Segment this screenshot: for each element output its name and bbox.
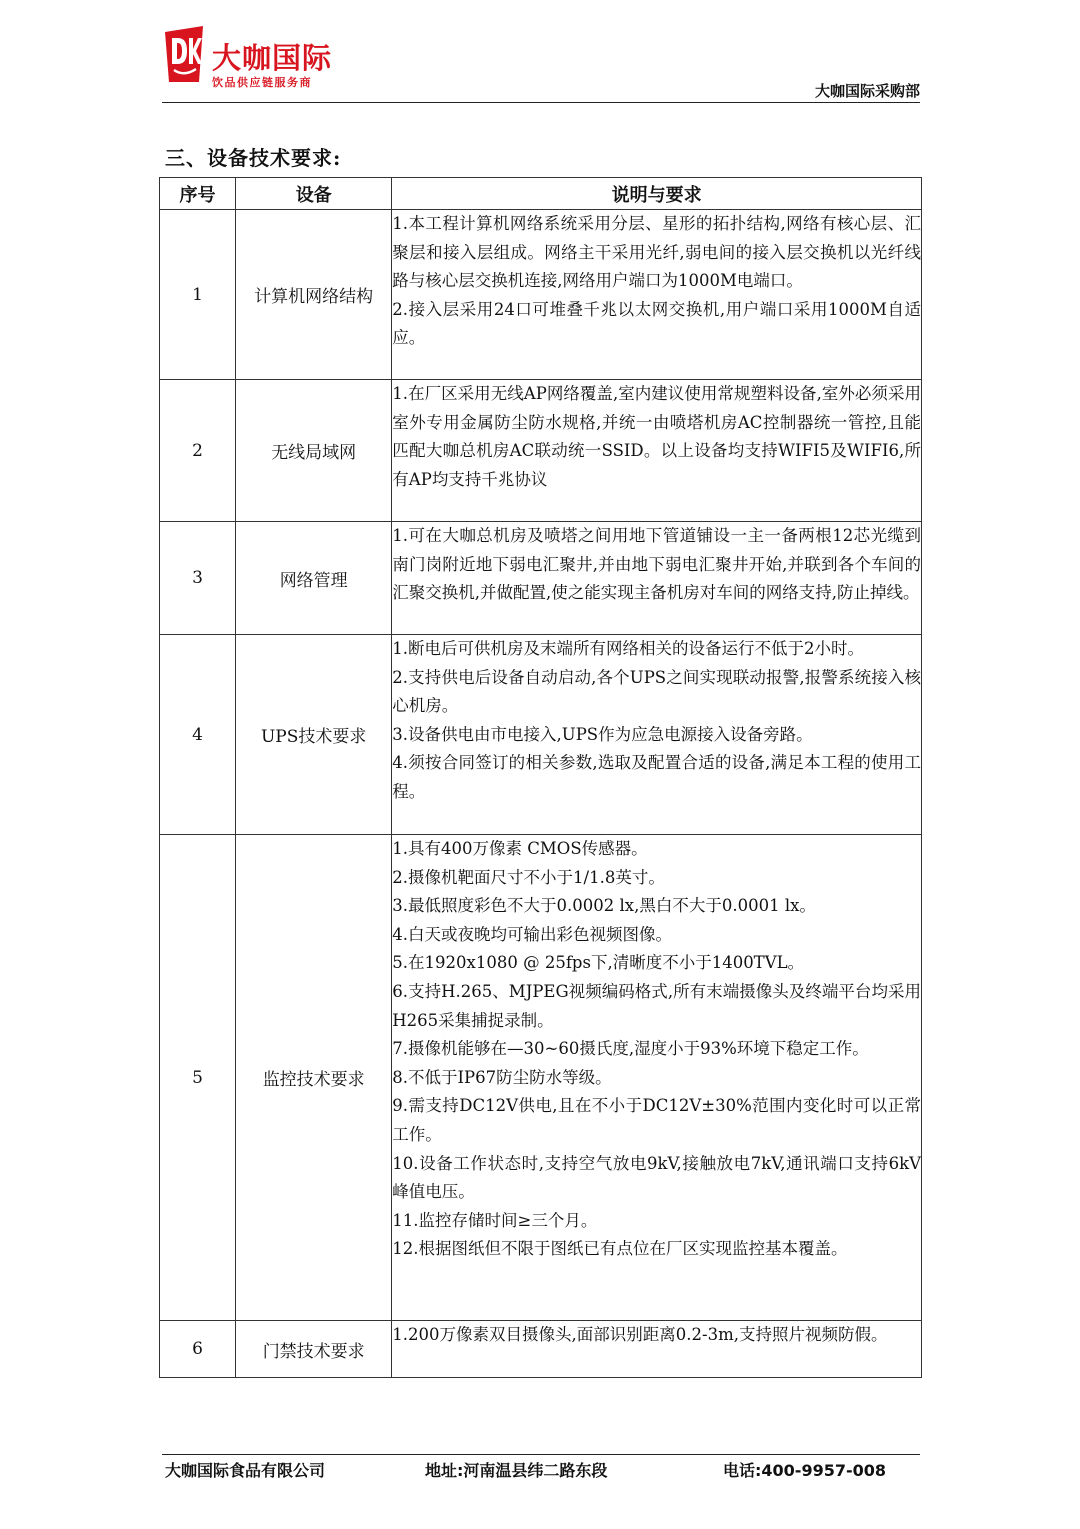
requirement-item: 6.支持H.265、MJPEG视频编码格式,所有末端摄像头及终端平台均采用H265采集捕捉录制。: [392, 981, 921, 1030]
row-requirements: [392, 522, 922, 635]
header-requirements: 说明与要求: [392, 178, 922, 210]
logo-tagline: 饮品供应链服务商: [212, 76, 312, 89]
table-row: [160, 380, 922, 522]
row-requirements: [392, 1321, 922, 1378]
requirement-item: 2.支持供电后设备自动启动,各个UPS之间实现联动报警,报警系统接入核心机房。: [392, 667, 921, 716]
page-header: [162, 22, 920, 104]
requirement-item: 7.摄像机能够在—30~60摄氏度,湿度小于93%环境下稳定工作。: [392, 1039, 869, 1059]
requirement-item: 1.断电后可供机房及末端所有网络相关的设备运行不低于2小时。: [392, 639, 865, 658]
row-requirements: [392, 210, 922, 380]
table-row: [160, 635, 922, 835]
department-label: 大咖国际采购部: [814, 82, 920, 100]
row-requirements: [392, 380, 922, 522]
requirement-item: 2.摄像机靶面尺寸不小于1/1.8英寸。: [392, 867, 665, 887]
row-device: UPS技术要求: [236, 635, 392, 835]
requirement-item: 12.根据图纸但不限于图纸已有点位在厂区实现监控基本覆盖。: [392, 1239, 848, 1259]
row-device: 门禁技术要求: [236, 1321, 392, 1378]
dk-logo-icon: [162, 24, 206, 84]
requirement-item: 1.本工程计算机网络系统采用分层、星形的拓扑结构,网络有核心层、汇聚层和接入层组成。网络主干采用光纤,弱电间的接入层交换机以光纤线路与核心层交换机连接,网络用户端口为1000M电端口。: [392, 214, 921, 291]
table-row: [160, 522, 922, 635]
row-device: 无线局域网: [236, 380, 392, 522]
requirement-item: 9.需支持DC12V供电,且在不小于DC12V±30%范围内变化时可以正常工作。: [392, 1096, 921, 1144]
row-device: 计算机网络结构: [236, 210, 392, 380]
row-number: 4: [160, 635, 236, 835]
requirement-item: 10.设备工作状态时,支持空气放电9kV,接触放电7kV,通讯端口支持6kV峰值电压。: [392, 1153, 921, 1202]
row-number: 2: [160, 380, 236, 522]
company-logo: [162, 22, 362, 92]
footer-address: 地址:河南温县纬二路东段: [425, 1461, 608, 1480]
requirement-item: 1.具有400万像素 CMOS传感器。: [392, 839, 648, 858]
equipment-requirements-table: [159, 177, 922, 1378]
requirement-item: 1.在厂区采用无线AP网络覆盖,室内建议使用常规塑料设备,室外必须采用室外专用金属防尘防水规格,并统一由喷塔机房AC控制器统一管控,且能匹配大咖总机房AC联动统一SSID。以上设备均支持WIFI5及WIFI6,所有AP均支持千兆协议: [392, 384, 921, 489]
table-row: [160, 210, 922, 380]
table-header-row: [160, 178, 922, 210]
requirement-item: 2.接入层采用24口可堆叠千兆以太网交换机,用户端口采用1000M自适应。: [392, 299, 921, 348]
row-number: 3: [160, 522, 236, 635]
row-device: 网络管理: [236, 522, 392, 635]
logo-chinese-name: 大咖国际: [212, 41, 333, 75]
requirement-item: 4.白天或夜晚均可输出彩色视频图像。: [392, 924, 673, 944]
section-title: 三、设备技术要求:: [165, 146, 342, 170]
requirement-item: 5.在1920x1080 @ 25fps下,清晰度不小于1400TVL。: [392, 953, 805, 973]
footer-company: 大咖国际食品有限公司: [165, 1461, 326, 1480]
requirement-item: 3.最低照度彩色不大于0.0002 lx,黑白不大于0.0001 lx。: [392, 896, 816, 916]
requirement-item: 11.监控存储时间≥三个月。: [392, 1210, 598, 1230]
row-requirements: [392, 635, 922, 835]
row-number: 5: [160, 835, 236, 1321]
requirement-item: 4.须按合同签订的相关参数,选取及配置合适的设备,满足本工程的使用工程。: [392, 753, 921, 801]
header-divider: [162, 102, 920, 103]
row-number: 6: [160, 1321, 236, 1378]
requirement-item: 1.可在大咖总机房及喷塔之间用地下管道铺设一主一备两根12芯光缆到南门岗附近地下弱电汇聚井,并由地下弱电汇聚井开始,并联到各个车间的汇聚交换机,并做配置,使之能实现主备机房对车间的网络支持,防止掉线。: [392, 526, 921, 603]
row-device: 监控技术要求: [236, 835, 392, 1321]
requirement-item: 8.不低于IP67防尘防水等级。: [392, 1067, 612, 1087]
requirement-item: 3.设备供电由市电接入,UPS作为应急电源接入设备旁路。: [392, 724, 813, 744]
header-no: 序号: [160, 178, 236, 210]
row-requirements: [392, 835, 922, 1321]
header-device: 设备: [236, 178, 392, 210]
requirement-item: 1.200万像素双目摄像头,面部识别距离0.2-3m,支持照片视频防假。: [392, 1325, 888, 1344]
footer-phone: 电话:400-9957-008: [723, 1461, 887, 1480]
row-number: 1: [160, 210, 236, 380]
table-row: [160, 835, 922, 1321]
footer-divider: [162, 1454, 920, 1455]
table-row: [160, 1321, 922, 1378]
